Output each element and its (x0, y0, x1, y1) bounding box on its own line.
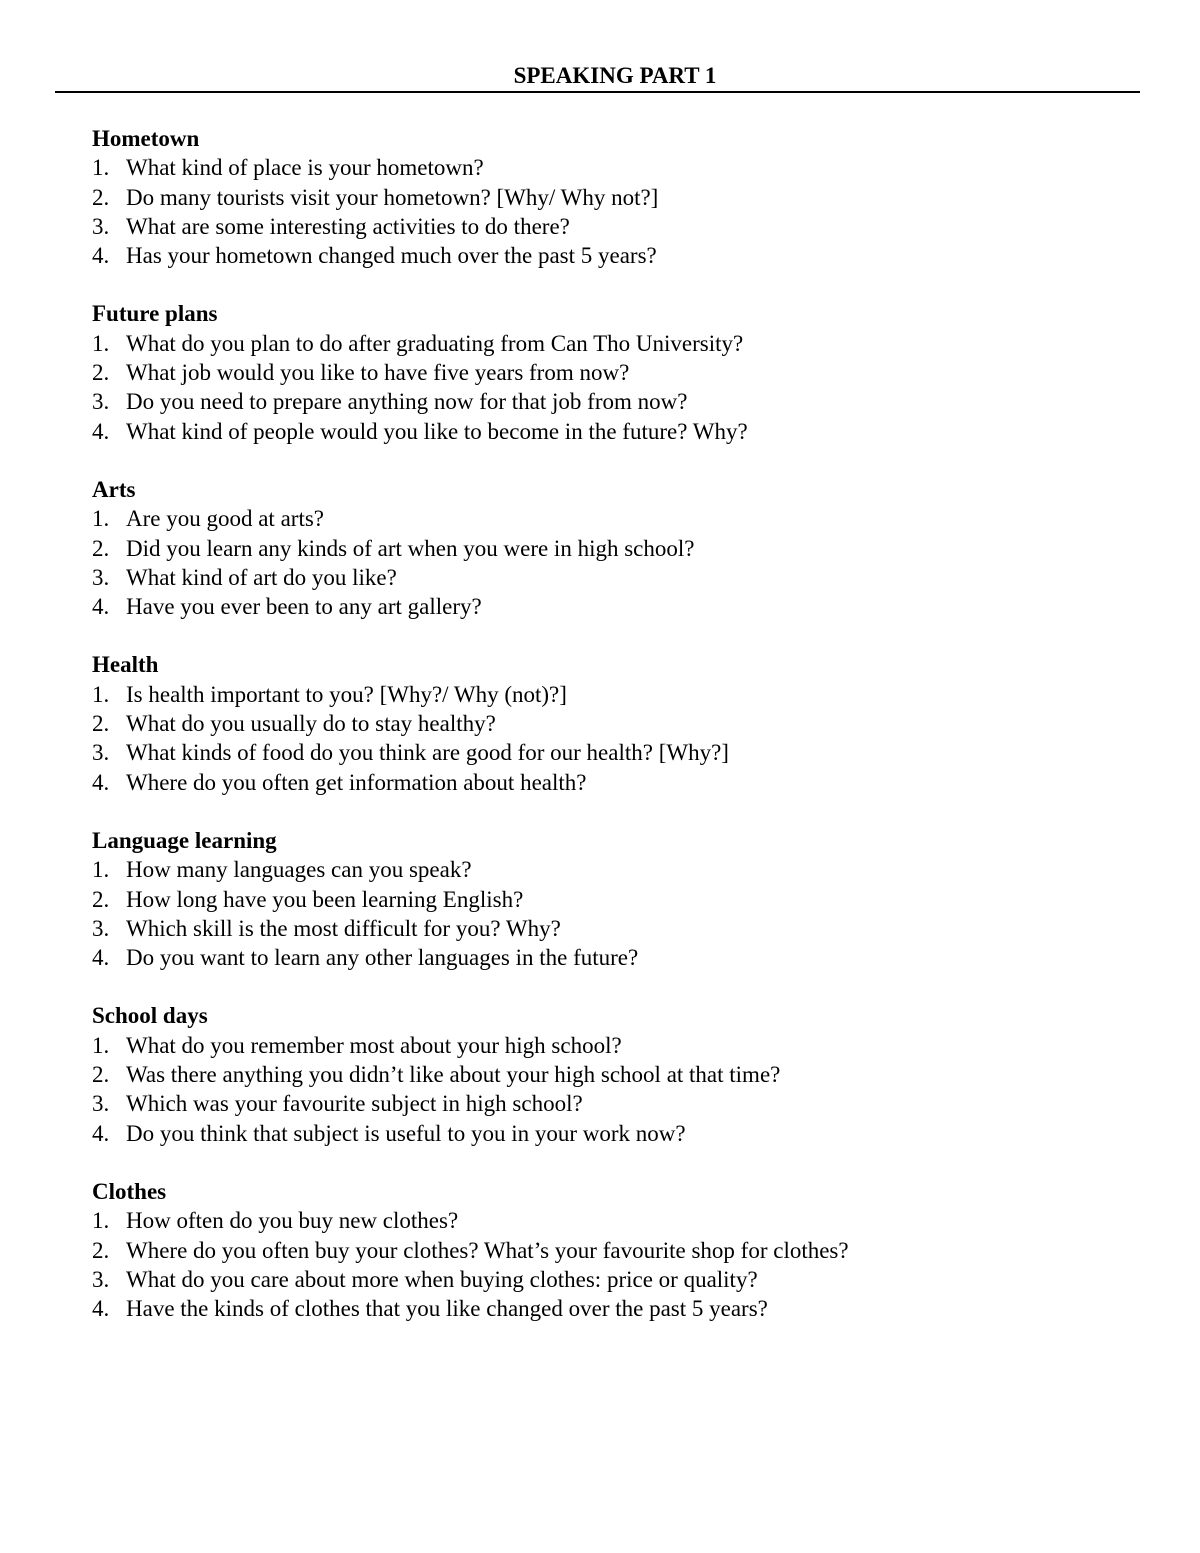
question-number: 3. (92, 740, 110, 766)
question-number: 3. (92, 1091, 110, 1117)
question-text: What kind of art do you like? (126, 564, 397, 590)
question-number: 4. (92, 594, 110, 620)
question-text: Where do you often get information about health? (126, 769, 587, 795)
question-number: 1. (92, 857, 110, 883)
question-number: 4. (92, 769, 110, 795)
topic-section (92, 1001, 1132, 1147)
question-text: How long have you been learning English? (126, 886, 524, 912)
question-item (92, 1031, 1132, 1060)
question-item (92, 1236, 1132, 1265)
question-item (92, 153, 1132, 182)
question-number: 2. (92, 1237, 110, 1263)
question-item (92, 563, 1132, 592)
question-number: 2. (92, 184, 110, 210)
question-item (92, 212, 1132, 241)
section-heading: Arts (92, 476, 136, 502)
question-text: What job would you like to have five years from now? (126, 360, 630, 386)
question-item (92, 1089, 1132, 1118)
question-number: 3. (92, 564, 110, 590)
question-item (92, 943, 1132, 972)
section-heading: Clothes (92, 1178, 167, 1204)
question-item (92, 241, 1132, 270)
question-item (92, 855, 1132, 884)
question-number: 4. (92, 418, 110, 444)
question-number: 2. (92, 886, 110, 912)
question-item (92, 768, 1132, 797)
question-text: Are you good at arts? (126, 506, 324, 532)
question-item (92, 738, 1132, 767)
question-number: 1. (92, 155, 110, 181)
title-underline-divider (55, 91, 1140, 93)
question-text: Did you learn any kinds of art when you were in high school? (126, 535, 695, 561)
question-item (92, 1294, 1132, 1323)
question-number: 1. (92, 681, 110, 707)
section-heading: Language learning (92, 827, 277, 853)
question-number: 3. (92, 915, 110, 941)
topic-section (92, 1177, 1132, 1323)
question-number: 4. (92, 945, 110, 971)
question-number: 4. (92, 1120, 110, 1146)
question-text: Which skill is the most difficult for you? Why? (126, 915, 561, 941)
question-text: What do you usually do to stay healthy? (126, 711, 496, 737)
page-title: SPEAKING PART 1 (513, 63, 717, 88)
question-text: Do many tourists visit your hometown? [Why/ Why not?] (126, 184, 659, 210)
question-text: Has your hometown changed much over the past 5 years? (126, 243, 657, 269)
question-text: Do you need to prepare anything now for that job from now? (126, 389, 688, 415)
question-text: Have you ever been to any art gallery? (126, 594, 482, 620)
question-text: Which was your favourite subject in high school? (126, 1091, 583, 1117)
section-heading: Health (92, 652, 159, 678)
question-item (92, 914, 1132, 943)
question-text: Is health important to you? [Why?/ Why (not)?] (126, 681, 567, 707)
question-number: 1. (92, 1208, 110, 1234)
question-item (92, 329, 1132, 358)
question-number: 1. (92, 1032, 110, 1058)
question-item (92, 592, 1132, 621)
question-item (92, 680, 1132, 709)
question-text: What kind of people would you like to become in the future? Why? (126, 418, 748, 444)
topic-section (92, 650, 1132, 796)
question-text: What do you care about more when buying clothes: price or quality? (126, 1266, 758, 1292)
question-number: 3. (92, 1266, 110, 1292)
question-number: 4. (92, 243, 110, 269)
question-item (92, 534, 1132, 563)
question-number: 2. (92, 535, 110, 561)
question-text: Was there anything you didn’t like about your high school at that time? (126, 1062, 781, 1088)
question-item (92, 358, 1132, 387)
topic-section (92, 124, 1132, 270)
question-text: Do you want to learn any other languages in the future? (126, 945, 639, 971)
question-item (92, 885, 1132, 914)
topic-section (92, 299, 1132, 445)
question-item (92, 1206, 1132, 1235)
question-number: 1. (92, 330, 110, 356)
question-item (92, 1119, 1132, 1148)
question-number: 2. (92, 360, 110, 386)
question-text: How many languages can you speak? (126, 857, 472, 883)
question-item (92, 183, 1132, 212)
question-text: What kind of place is your hometown? (126, 155, 484, 181)
question-item (92, 387, 1132, 416)
question-item (92, 709, 1132, 738)
question-number: 3. (92, 389, 110, 415)
question-item (92, 417, 1132, 446)
question-number: 4. (92, 1296, 110, 1322)
question-text: How often do you buy new clothes? (126, 1208, 459, 1234)
question-item (92, 504, 1132, 533)
question-number: 2. (92, 1062, 110, 1088)
section-heading: School days (92, 1003, 208, 1029)
question-item (92, 1060, 1132, 1089)
topic-section (92, 826, 1132, 972)
section-heading: Future plans (92, 301, 218, 327)
question-text: What do you remember most about your high school? (126, 1032, 622, 1058)
question-sections (92, 124, 1132, 1352)
question-text: Do you think that subject is useful to you in your work now? (126, 1120, 686, 1146)
question-number: 3. (92, 213, 110, 239)
question-text: What do you plan to do after graduating from Can Tho University? (126, 330, 744, 356)
section-heading: Hometown (92, 126, 200, 151)
topic-section (92, 475, 1132, 621)
question-text: What are some interesting activities to do there? (126, 213, 570, 239)
question-item (92, 1265, 1132, 1294)
question-number: 1. (92, 506, 110, 532)
question-text: What kinds of food do you think are good for our health? [Why?] (126, 740, 729, 766)
question-text: Have the kinds of clothes that you like changed over the past 5 years? (126, 1296, 768, 1322)
question-text: Where do you often buy your clothes? What’s your favourite shop for clothes? (126, 1237, 849, 1263)
question-number: 2. (92, 711, 110, 737)
